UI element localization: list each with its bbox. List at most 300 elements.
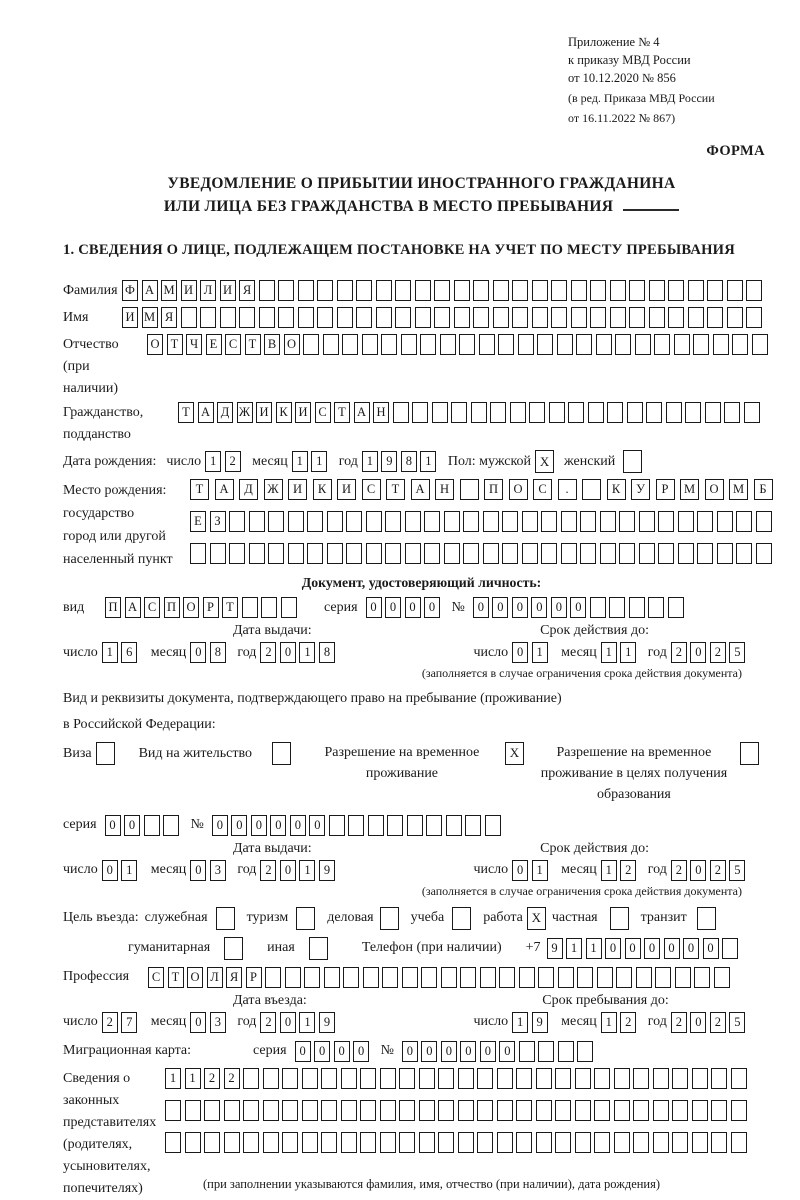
char-cell[interactable]	[401, 334, 417, 355]
char-cell[interactable]	[588, 402, 604, 423]
char-cell[interactable]	[727, 307, 743, 328]
char-cell[interactable]	[412, 402, 428, 423]
char-cell[interactable]	[471, 402, 487, 423]
char-cell[interactable]	[668, 307, 684, 328]
name-boxes[interactable]	[122, 307, 766, 328]
char-cell[interactable]	[415, 307, 431, 328]
char-cell[interactable]	[229, 511, 245, 532]
char-cell[interactable]	[736, 511, 752, 532]
char-cell[interactable]: Я	[239, 280, 255, 301]
legal-rep-boxes-row1[interactable]	[165, 1068, 750, 1089]
char-cell[interactable]: С	[533, 479, 552, 500]
char-cell[interactable]	[600, 543, 616, 564]
char-cell[interactable]	[629, 597, 645, 618]
char-cell[interactable]	[356, 280, 372, 301]
char-cell[interactable]	[549, 402, 565, 423]
char-cell[interactable]	[594, 1100, 610, 1121]
char-cell[interactable]	[590, 280, 606, 301]
char-cell[interactable]: Л	[207, 967, 223, 988]
char-cell[interactable]	[499, 967, 515, 988]
char-cell[interactable]	[668, 280, 684, 301]
char-cell[interactable]	[380, 1068, 396, 1089]
char-cell[interactable]: 0	[551, 597, 567, 618]
char-cell[interactable]	[522, 543, 538, 564]
char-cell[interactable]	[519, 967, 535, 988]
char-cell[interactable]	[685, 402, 701, 423]
char-cell[interactable]: 1	[185, 1068, 201, 1089]
char-cell[interactable]	[568, 402, 584, 423]
visa-checkbox[interactable]	[96, 742, 115, 765]
char-cell[interactable]	[440, 334, 456, 355]
char-cell[interactable]	[421, 967, 437, 988]
temp-residence-checkbox[interactable]: X	[505, 742, 524, 765]
char-cell[interactable]	[288, 543, 304, 564]
char-cell[interactable]	[458, 1132, 474, 1153]
char-cell[interactable]	[263, 1132, 279, 1153]
char-cell[interactable]	[653, 1132, 669, 1153]
char-cell[interactable]: 0	[280, 642, 296, 663]
char-cell[interactable]	[697, 543, 713, 564]
char-cell[interactable]	[711, 1132, 727, 1153]
char-cell[interactable]	[368, 815, 384, 836]
char-cell[interactable]: 0	[625, 938, 641, 959]
char-cell[interactable]	[594, 1132, 610, 1153]
residence-valid-day-boxes[interactable]	[512, 860, 551, 881]
char-cell[interactable]	[555, 1068, 571, 1089]
char-cell[interactable]	[674, 334, 690, 355]
char-cell[interactable]: 3	[210, 860, 226, 881]
char-cell[interactable]: 8	[401, 451, 417, 472]
char-cell[interactable]	[163, 815, 179, 836]
char-cell[interactable]	[536, 1100, 552, 1121]
char-cell[interactable]	[473, 280, 489, 301]
char-cell[interactable]	[463, 511, 479, 532]
char-cell[interactable]: А	[411, 479, 430, 500]
char-cell[interactable]: 0	[460, 1041, 476, 1062]
doc-number-boxes[interactable]	[473, 597, 688, 618]
char-cell[interactable]	[360, 1100, 376, 1121]
char-cell[interactable]	[444, 511, 460, 532]
char-cell[interactable]	[516, 1068, 532, 1089]
gender-female-checkbox[interactable]	[623, 450, 642, 473]
purpose-transit-checkbox[interactable]	[697, 907, 716, 930]
char-cell[interactable]	[376, 280, 392, 301]
char-cell[interactable]	[366, 511, 382, 532]
char-cell[interactable]: 1	[299, 1012, 315, 1033]
char-cell[interactable]: 2	[710, 642, 726, 663]
char-cell[interactable]: И	[295, 402, 311, 423]
phone-boxes[interactable]	[547, 938, 742, 959]
char-cell[interactable]	[366, 543, 382, 564]
char-cell[interactable]	[239, 307, 255, 328]
char-cell[interactable]	[551, 280, 567, 301]
char-cell[interactable]	[356, 307, 372, 328]
purpose-study-checkbox[interactable]	[452, 907, 471, 930]
char-cell[interactable]	[432, 402, 448, 423]
char-cell[interactable]	[732, 334, 748, 355]
char-cell[interactable]: 0	[424, 597, 440, 618]
char-cell[interactable]: 9	[381, 451, 397, 472]
char-cell[interactable]: .	[558, 479, 577, 500]
char-cell[interactable]: О	[509, 479, 528, 500]
char-cell[interactable]: 2	[224, 1068, 240, 1089]
char-cell[interactable]	[614, 1100, 630, 1121]
identity-issue-month-boxes[interactable]	[190, 642, 229, 663]
char-cell[interactable]	[619, 511, 635, 532]
char-cell[interactable]	[385, 511, 401, 532]
char-cell[interactable]: 0	[251, 815, 267, 836]
char-cell[interactable]: 0	[124, 815, 140, 836]
char-cell[interactable]: 0	[270, 815, 286, 836]
char-cell[interactable]: К	[313, 479, 332, 500]
char-cell[interactable]: 0	[405, 597, 421, 618]
char-cell[interactable]: 2	[671, 642, 687, 663]
char-cell[interactable]: 1	[532, 642, 548, 663]
char-cell[interactable]	[288, 511, 304, 532]
char-cell[interactable]	[376, 307, 392, 328]
char-cell[interactable]: 0	[512, 642, 528, 663]
char-cell[interactable]: А	[198, 402, 214, 423]
char-cell[interactable]	[707, 280, 723, 301]
char-cell[interactable]	[532, 280, 548, 301]
char-cell[interactable]	[181, 307, 197, 328]
char-cell[interactable]: 1	[601, 642, 617, 663]
char-cell[interactable]: О	[705, 479, 724, 500]
doc-type-boxes[interactable]	[105, 597, 300, 618]
char-cell[interactable]	[558, 1041, 574, 1062]
char-cell[interactable]	[532, 307, 548, 328]
char-cell[interactable]	[477, 1132, 493, 1153]
residence-issue-year-boxes[interactable]	[260, 860, 338, 881]
char-cell[interactable]	[405, 543, 421, 564]
char-cell[interactable]: 7	[121, 1012, 137, 1033]
char-cell[interactable]	[321, 1068, 337, 1089]
char-cell[interactable]: 1	[121, 860, 137, 881]
char-cell[interactable]	[497, 1100, 513, 1121]
char-cell[interactable]	[639, 511, 655, 532]
char-cell[interactable]: С	[225, 334, 241, 355]
purpose-work-checkbox[interactable]: X	[527, 907, 546, 930]
char-cell[interactable]	[424, 543, 440, 564]
char-cell[interactable]	[558, 967, 574, 988]
char-cell[interactable]	[317, 307, 333, 328]
char-cell[interactable]: И	[256, 402, 272, 423]
char-cell[interactable]	[580, 511, 596, 532]
purpose-other-checkbox[interactable]	[309, 937, 328, 960]
char-cell[interactable]: Р	[246, 967, 262, 988]
char-cell[interactable]	[479, 334, 495, 355]
char-cell[interactable]	[516, 1100, 532, 1121]
char-cell[interactable]	[424, 511, 440, 532]
char-cell[interactable]	[653, 1100, 669, 1121]
char-cell[interactable]: 0	[499, 1041, 515, 1062]
char-cell[interactable]: 0	[366, 597, 382, 618]
char-cell[interactable]	[609, 597, 625, 618]
char-cell[interactable]	[610, 307, 626, 328]
char-cell[interactable]	[463, 543, 479, 564]
char-cell[interactable]	[454, 307, 470, 328]
char-cell[interactable]: 1	[205, 451, 221, 472]
entry-month-boxes[interactable]	[190, 1012, 229, 1033]
char-cell[interactable]	[493, 307, 509, 328]
char-cell[interactable]: Ж	[264, 479, 283, 500]
char-cell[interactable]	[434, 280, 450, 301]
char-cell[interactable]: 2	[260, 1012, 276, 1033]
char-cell[interactable]	[744, 402, 760, 423]
char-cell[interactable]: У	[631, 479, 650, 500]
char-cell[interactable]	[551, 307, 567, 328]
char-cell[interactable]	[204, 1100, 220, 1121]
char-cell[interactable]: 0	[212, 815, 228, 836]
char-cell[interactable]	[458, 1068, 474, 1089]
purpose-business-trip-checkbox[interactable]	[216, 907, 235, 930]
char-cell[interactable]: 0	[512, 860, 528, 881]
char-cell[interactable]	[395, 307, 411, 328]
char-cell[interactable]	[281, 597, 297, 618]
char-cell[interactable]	[282, 1100, 298, 1121]
residence-valid-month-boxes[interactable]	[601, 860, 640, 881]
char-cell[interactable]	[580, 543, 596, 564]
char-cell[interactable]	[731, 1100, 747, 1121]
char-cell[interactable]: 1	[165, 1068, 181, 1089]
char-cell[interactable]	[327, 511, 343, 532]
char-cell[interactable]: 0	[473, 597, 489, 618]
char-cell[interactable]: 2	[671, 860, 687, 881]
char-cell[interactable]	[672, 1068, 688, 1089]
char-cell[interactable]	[438, 1132, 454, 1153]
char-cell[interactable]	[577, 1041, 593, 1062]
char-cell[interactable]: 0	[690, 1012, 706, 1033]
char-cell[interactable]	[282, 1068, 298, 1089]
char-cell[interactable]	[653, 1068, 669, 1089]
char-cell[interactable]	[629, 280, 645, 301]
char-cell[interactable]: И	[122, 307, 138, 328]
char-cell[interactable]	[646, 402, 662, 423]
birth-month-boxes[interactable]	[292, 451, 331, 472]
residence-valid-year-boxes[interactable]	[671, 860, 749, 881]
purpose-humanitarian-checkbox[interactable]	[224, 937, 243, 960]
char-cell[interactable]: 0	[353, 1041, 369, 1062]
char-cell[interactable]	[387, 815, 403, 836]
char-cell[interactable]	[342, 334, 358, 355]
char-cell[interactable]	[337, 280, 353, 301]
char-cell[interactable]: 0	[492, 597, 508, 618]
char-cell[interactable]: И	[181, 280, 197, 301]
char-cell[interactable]	[610, 280, 626, 301]
char-cell[interactable]	[752, 334, 768, 355]
char-cell[interactable]	[321, 1100, 337, 1121]
char-cell[interactable]	[268, 511, 284, 532]
char-cell[interactable]	[346, 511, 362, 532]
char-cell[interactable]	[259, 280, 275, 301]
char-cell[interactable]	[285, 967, 301, 988]
char-cell[interactable]: Я	[226, 967, 242, 988]
char-cell[interactable]	[204, 1132, 220, 1153]
char-cell[interactable]	[438, 1068, 454, 1089]
char-cell[interactable]	[185, 1100, 201, 1121]
char-cell[interactable]	[516, 1132, 532, 1153]
char-cell[interactable]	[360, 1068, 376, 1089]
char-cell[interactable]	[393, 402, 409, 423]
char-cell[interactable]	[278, 280, 294, 301]
birth-place-boxes-row3[interactable]	[190, 543, 778, 564]
char-cell[interactable]: В	[264, 334, 280, 355]
char-cell[interactable]	[363, 967, 379, 988]
char-cell[interactable]	[658, 543, 674, 564]
char-cell[interactable]	[522, 511, 538, 532]
char-cell[interactable]: 0	[683, 938, 699, 959]
char-cell[interactable]: 2	[710, 860, 726, 881]
char-cell[interactable]	[243, 1132, 259, 1153]
char-cell[interactable]	[399, 1100, 415, 1121]
char-cell[interactable]	[722, 938, 738, 959]
char-cell[interactable]	[242, 597, 258, 618]
char-cell[interactable]	[210, 543, 226, 564]
char-cell[interactable]: 1	[292, 451, 308, 472]
migration-seriya-boxes[interactable]	[295, 1041, 373, 1062]
char-cell[interactable]	[261, 597, 277, 618]
identity-valid-month-boxes[interactable]	[601, 642, 640, 663]
char-cell[interactable]	[575, 1132, 591, 1153]
char-cell[interactable]	[165, 1100, 181, 1121]
char-cell[interactable]: 1	[362, 451, 378, 472]
char-cell[interactable]	[337, 307, 353, 328]
char-cell[interactable]: 0	[190, 1012, 206, 1033]
char-cell[interactable]	[512, 307, 528, 328]
char-cell[interactable]	[672, 1132, 688, 1153]
char-cell[interactable]: 0	[531, 597, 547, 618]
char-cell[interactable]: С	[315, 402, 331, 423]
char-cell[interactable]	[477, 1068, 493, 1089]
char-cell[interactable]	[633, 1068, 649, 1089]
gender-male-checkbox[interactable]: X	[535, 450, 554, 473]
char-cell[interactable]: 8	[210, 642, 226, 663]
char-cell[interactable]	[341, 1068, 357, 1089]
char-cell[interactable]: 0	[664, 938, 680, 959]
char-cell[interactable]: И	[220, 280, 236, 301]
char-cell[interactable]	[597, 967, 613, 988]
char-cell[interactable]	[756, 543, 772, 564]
char-cell[interactable]	[477, 1100, 493, 1121]
char-cell[interactable]	[594, 1068, 610, 1089]
char-cell[interactable]	[278, 307, 294, 328]
char-cell[interactable]: Д	[239, 479, 258, 500]
char-cell[interactable]: О	[147, 334, 163, 355]
birth-year-boxes[interactable]	[362, 451, 440, 472]
birth-place-boxes-row1[interactable]	[190, 479, 778, 500]
char-cell[interactable]	[576, 334, 592, 355]
char-cell[interactable]	[678, 511, 694, 532]
char-cell[interactable]	[614, 1068, 630, 1089]
char-cell[interactable]: 2	[102, 1012, 118, 1033]
char-cell[interactable]: 0	[190, 860, 206, 881]
char-cell[interactable]	[561, 543, 577, 564]
char-cell[interactable]	[348, 815, 364, 836]
char-cell[interactable]	[459, 334, 475, 355]
char-cell[interactable]	[619, 543, 635, 564]
char-cell[interactable]: 0	[421, 1041, 437, 1062]
char-cell[interactable]	[629, 307, 645, 328]
char-cell[interactable]: 0	[280, 860, 296, 881]
residence-number-boxes[interactable]	[212, 815, 505, 836]
char-cell[interactable]	[616, 967, 632, 988]
char-cell[interactable]	[727, 280, 743, 301]
char-cell[interactable]	[497, 1132, 513, 1153]
char-cell[interactable]	[415, 280, 431, 301]
char-cell[interactable]	[590, 597, 606, 618]
char-cell[interactable]	[633, 1132, 649, 1153]
char-cell[interactable]	[490, 402, 506, 423]
char-cell[interactable]: 2	[225, 451, 241, 472]
char-cell[interactable]: 0	[644, 938, 660, 959]
char-cell[interactable]	[692, 1068, 708, 1089]
char-cell[interactable]	[434, 307, 450, 328]
char-cell[interactable]	[460, 479, 479, 500]
char-cell[interactable]: 1	[566, 938, 582, 959]
char-cell[interactable]	[707, 307, 723, 328]
char-cell[interactable]	[561, 511, 577, 532]
char-cell[interactable]: 0	[480, 1041, 496, 1062]
char-cell[interactable]	[666, 402, 682, 423]
char-cell[interactable]: Н	[373, 402, 389, 423]
char-cell[interactable]	[639, 543, 655, 564]
stay-day-boxes[interactable]	[512, 1012, 551, 1033]
purpose-private-checkbox[interactable]	[610, 907, 629, 930]
char-cell[interactable]: М	[729, 479, 748, 500]
char-cell[interactable]: Т	[167, 334, 183, 355]
char-cell[interactable]: 5	[729, 860, 745, 881]
char-cell[interactable]: 1	[601, 1012, 617, 1033]
char-cell[interactable]: Т	[190, 479, 209, 500]
char-cell[interactable]	[346, 543, 362, 564]
char-cell[interactable]: З	[210, 511, 226, 532]
char-cell[interactable]	[220, 307, 236, 328]
char-cell[interactable]: М	[161, 280, 177, 301]
char-cell[interactable]	[165, 1132, 181, 1153]
char-cell[interactable]	[636, 967, 652, 988]
char-cell[interactable]: И	[337, 479, 356, 500]
char-cell[interactable]	[229, 543, 245, 564]
char-cell[interactable]: 0	[512, 597, 528, 618]
char-cell[interactable]: Т	[334, 402, 350, 423]
char-cell[interactable]	[692, 1100, 708, 1121]
temp-residence-education-checkbox[interactable]	[740, 742, 759, 765]
legal-rep-boxes-row2[interactable]	[165, 1100, 750, 1121]
char-cell[interactable]	[538, 967, 554, 988]
char-cell[interactable]: 0	[290, 815, 306, 836]
char-cell[interactable]: Р	[656, 479, 675, 500]
char-cell[interactable]	[185, 1132, 201, 1153]
char-cell[interactable]: 0	[314, 1041, 330, 1062]
char-cell[interactable]	[529, 402, 545, 423]
char-cell[interactable]: Ф	[122, 280, 138, 301]
char-cell[interactable]: 0	[105, 815, 121, 836]
char-cell[interactable]: Т	[222, 597, 238, 618]
char-cell[interactable]	[224, 1100, 240, 1121]
char-cell[interactable]	[441, 967, 457, 988]
char-cell[interactable]	[419, 1068, 435, 1089]
char-cell[interactable]	[502, 543, 518, 564]
char-cell[interactable]	[654, 334, 670, 355]
char-cell[interactable]	[649, 307, 665, 328]
char-cell[interactable]	[321, 1132, 337, 1153]
char-cell[interactable]	[541, 511, 557, 532]
char-cell[interactable]: Я	[161, 307, 177, 328]
stay-month-boxes[interactable]	[601, 1012, 640, 1033]
char-cell[interactable]: 1	[102, 642, 118, 663]
char-cell[interactable]	[324, 967, 340, 988]
char-cell[interactable]	[485, 815, 501, 836]
